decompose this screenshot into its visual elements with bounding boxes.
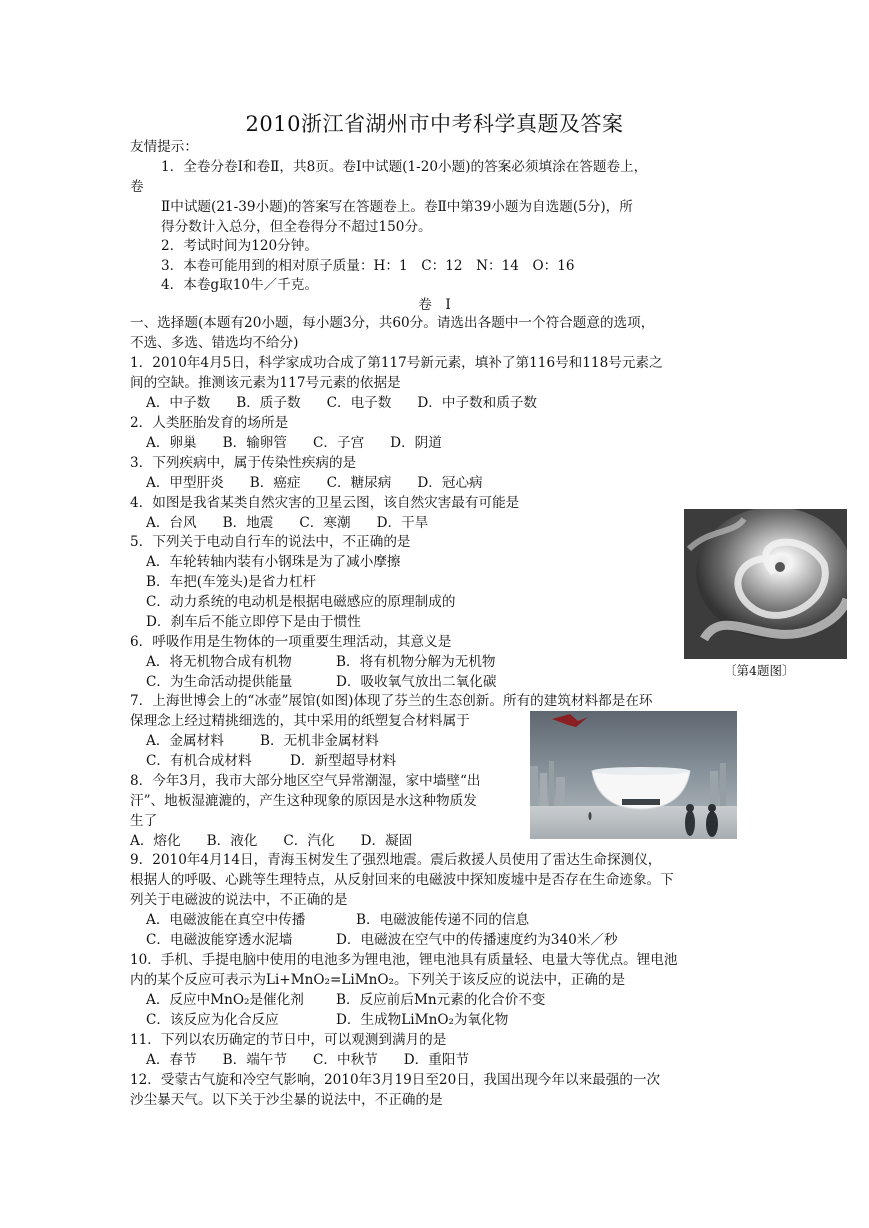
q1-stem-2: 间的空缺。推测该元素为117号元素的依据是 <box>130 375 401 391</box>
q9-stem-3: 列关于电磁波的说法中，不正确的是 <box>130 892 348 908</box>
q9-option-b: B．电磁波能传递不同的信息 <box>356 912 530 928</box>
q9-stem: 9．2010年4月14日，青海玉树发生了强烈地震。震后救援人员使用了雷达生命探测仪， <box>130 852 662 868</box>
q3-options <box>146 473 509 493</box>
q11-options <box>146 1050 495 1070</box>
q1-options <box>146 393 563 413</box>
page-title: 2010浙江省湖州市中考科学真题及答案 <box>245 112 624 136</box>
q9-option-d: D．电磁波在空气中的传播速度约为340米／秒 <box>336 932 618 948</box>
q6-option-a: A．将无机物合成有机物 <box>146 654 292 670</box>
q1-option-b: B．质子数 <box>236 395 301 411</box>
tip-2: 2．考试时间为120分钟。 <box>161 238 318 254</box>
tip-1a: 1．全卷分卷Ⅰ和卷Ⅱ，共8页。卷Ⅰ中试题(1-20小题)的答案必须填涂在答题卷上， <box>161 159 648 175</box>
q8-option-b: B．液化 <box>206 833 258 849</box>
q8-option-a: A．熔化 <box>130 833 181 849</box>
q4-option-d: D．干旱 <box>376 515 429 531</box>
q8-options <box>130 831 438 851</box>
q11-stem: 11．下列以农历确定的节日中，可以观测到满月的是 <box>130 1032 447 1048</box>
typhoon-cloud-image <box>684 509 847 659</box>
q2-option-d: D．阴道 <box>390 435 442 451</box>
tip-3: 3．本卷可能用到的相对原子质量：H：1 C：12 N：14 O：16 <box>161 258 575 274</box>
q9-option-a: A．电磁波能在真空中传播 <box>146 912 306 928</box>
q3-option-c: C．糖尿病 <box>326 475 392 491</box>
q4-option-a: A．台风 <box>146 515 197 531</box>
q10-option-a: A．反应中MnO₂是催化剂 <box>146 992 304 1008</box>
q11-option-d: D．重阳节 <box>403 1052 470 1068</box>
q7-stem: 7．上海世博会上的“冰壶”展馆(如图)体现了芬兰的生态创新。所有的建筑材料都是在环 <box>130 693 653 709</box>
q6-option-d: D．吸收氧气放出二氧化碳 <box>336 674 497 690</box>
q8-stem-2: 汗”、地板湿漉漉的，产生这种现象的原因是水这种物质发 <box>130 793 477 809</box>
tip-1c: Ⅱ中试题(21-39小题)的答案写在答题卷上。卷Ⅱ中第39小题为自选题(5分)，所 <box>161 199 633 215</box>
q5-option-b: B．车把(车笼头)是省力杠杆 <box>146 574 317 590</box>
part1-instructions: 一、选择题(本题有20小题，每小题3分，共60分。请选出各题中一个符合题意的选项， <box>130 315 655 331</box>
q11-option-c: C．中秋节 <box>312 1052 378 1068</box>
q4-satellite-image <box>684 509 847 659</box>
q7-option-d: D．新型超导材料 <box>290 753 397 769</box>
q10-option-c: C．该反应为化合反应 <box>146 1012 279 1028</box>
q2-stem: 2．人类胚胎发育的场所是 <box>130 415 289 431</box>
tip-1d: 得分数计入总分，但全卷得分不超过150分。 <box>161 219 432 235</box>
q4-stem: 4．如图是我省某类自然灾害的卫星云图，该自然灾害最有可能是 <box>130 495 520 511</box>
q3-option-a: A．甲型肝炎 <box>146 475 224 491</box>
q7-option-b: B．无机非金属材料 <box>260 733 379 749</box>
section-heading: 卷 Ⅰ <box>418 297 451 313</box>
q1-stem: 1．2010年4月5日，科学家成功合成了第117号新元素，填补了第116号和118号元素之 <box>130 355 663 371</box>
q5-option-d: D．刹车后不能立即停下是由于惯性 <box>146 614 361 630</box>
q11-option-b: B．端午节 <box>222 1052 287 1068</box>
q5-stem: 5．下列关于电动自行车的说法中，不正确的是 <box>130 534 411 550</box>
q3-stem: 3．下列疾病中，属于传染性疾病的是 <box>130 455 357 471</box>
q1-option-a: A．中子数 <box>146 395 211 411</box>
q7-option-a: A．金属材料 <box>146 733 224 749</box>
q6-option-b: B．将有机物分解为无机物 <box>336 654 496 670</box>
q8-stem: 8．今年3月，我市大部分地区空气异常潮湿，家中墙壁“出 <box>130 773 481 789</box>
q12-stem: 12．受蒙古气旋和冷空气影响，2010年3月19日至20日，我国出现今年以来最强的一次 <box>130 1072 661 1088</box>
q12-stem-2: 沙尘暴天气。以下关于沙尘暴的说法中，不正确的是 <box>130 1092 443 1108</box>
q7-stem-2: 保理念上经过精挑细选的，其中采用的纸塑复合材料属于 <box>130 713 470 729</box>
q7-option-c: C．有机合成材料 <box>146 753 252 769</box>
q8-option-d: D．凝固 <box>360 833 413 849</box>
q2-options <box>146 433 468 453</box>
q2-option-a: A．卵巢 <box>146 435 197 451</box>
q10-option-b: B．反应前后Mn元素的化合价不变 <box>336 992 546 1008</box>
q7-pavilion-image <box>530 711 737 839</box>
q1-option-d: D．中子数和质子数 <box>417 395 538 411</box>
q10-option-d: D．生成物LiMnO₂为氧化物 <box>336 1012 509 1028</box>
q4-figure-caption: 〔第4题图〕 <box>724 663 795 678</box>
q3-option-b: B．癌症 <box>249 475 301 491</box>
tip-4: 4．本卷g取10牛／千克。 <box>161 277 318 293</box>
q8-option-c: C．汽化 <box>283 833 335 849</box>
q6-stem: 6．呼吸作用是生物体的一项重要生理活动，其意义是 <box>130 634 452 650</box>
q4-option-b: B．地震 <box>222 515 274 531</box>
q2-option-b: B．输卵管 <box>222 435 287 451</box>
q5-option-a: A．车轮转轴内装有小钢珠是为了减小摩擦 <box>146 554 401 570</box>
tip-1b: 卷 <box>130 179 144 195</box>
q4-options <box>146 513 454 533</box>
q9-stem-2: 根据人的呼吸、心跳等生理特点，从反射回来的电磁波中探知废墟中是否存在生命迹象。下 <box>130 872 674 888</box>
pavilion-illustration <box>530 711 737 839</box>
q2-option-c: C．子宫 <box>312 435 365 451</box>
q8-stem-3: 生了 <box>130 813 158 829</box>
q5-option-c: C．动力系统的电动机是根据电磁感应的原理制成的 <box>146 594 456 610</box>
q3-option-d: D．冠心病 <box>417 475 483 491</box>
q6-option-c: C．为生命活动提供能量 <box>146 674 293 690</box>
q10-stem: 10．手机、手提电脑中使用的电池多为锂电池，锂电池具有质量轻、电量大等优点。锂电池 <box>130 952 678 968</box>
tips-heading: 友情提示： <box>130 139 198 155</box>
q9-option-c: C．电磁波能穿透水泥墙 <box>146 932 293 948</box>
q1-option-c: C．电子数 <box>326 395 392 411</box>
q4-option-c: C．寒潮 <box>299 515 351 531</box>
q11-option-a: A．春节 <box>146 1052 197 1068</box>
q10-stem-2: 内的某个反应可表示为Li+MnO₂=LiMnO₂。下列关于该反应的说法中，正确的是 <box>130 972 626 988</box>
part1-instructions-2: 不选、多选、错选均不给分) <box>130 335 299 351</box>
